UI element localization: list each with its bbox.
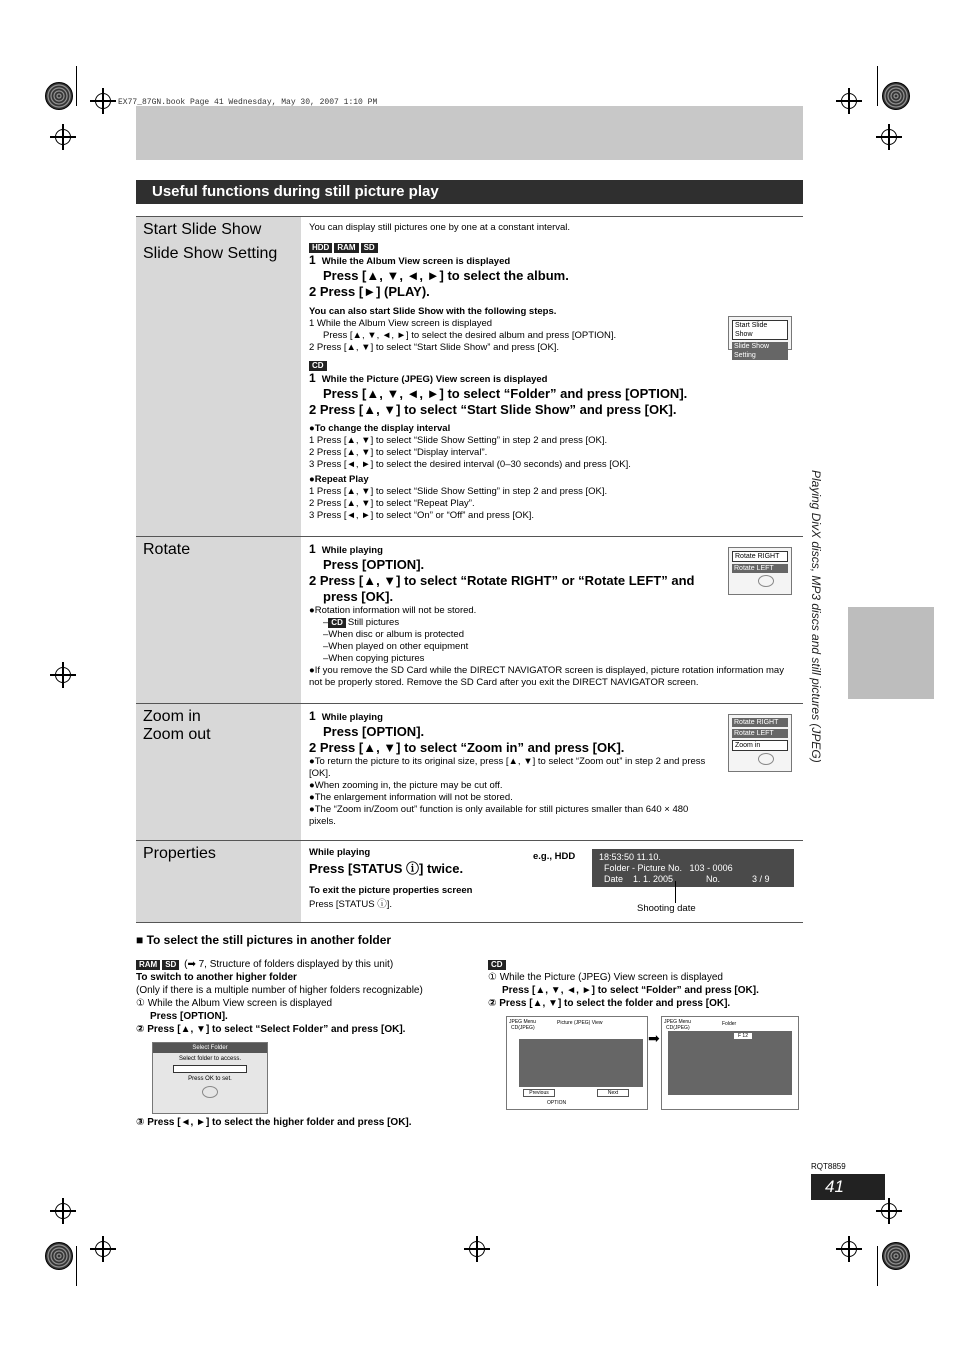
interval-step-1: 1 Press [▲, ▼] to select “Slide Show Setting” in step 2 and press [OK]. — [309, 435, 608, 446]
repeat-step-3: 3 Press [◄, ►] to select “On” or “Off” and press [OK]. — [309, 510, 535, 521]
screen-subtitle: CD(JPEG) — [511, 1025, 535, 1031]
left-step-1b: Press [OPTION]. — [150, 1011, 228, 1022]
label-slide-show-setting: Slide Show Setting — [143, 245, 278, 262]
step-sub: While the Picture (JPEG) View screen is displayed — [321, 374, 548, 385]
remote-dial-icon — [202, 1086, 218, 1098]
screen-no-value: 3 / 9 — [752, 874, 770, 884]
row-properties — [136, 841, 803, 923]
menu-option-start-slide-show[interactable]: Start Slide Show — [732, 320, 788, 340]
crosshair-icon — [50, 1198, 76, 1224]
menu-option-rotate-right[interactable]: Rotate RIGHT — [732, 718, 788, 727]
crosshair-icon — [90, 88, 116, 114]
jpeg-view-screen — [506, 1016, 648, 1110]
side-tab — [848, 607, 934, 699]
menu-option-zoom-in[interactable]: Zoom in — [732, 740, 788, 751]
row-rotate — [136, 537, 803, 704]
crosshair-icon — [876, 124, 902, 150]
step-two-cont: press [OK]. — [323, 589, 394, 604]
rotate-menu — [728, 547, 792, 595]
option-label: OPTION — [547, 1100, 567, 1106]
arrow-right-icon: ➡ — [648, 1030, 660, 1046]
registration-disc-icon — [45, 82, 73, 110]
registration-disc-icon — [45, 1242, 73, 1270]
body-cell — [301, 704, 803, 841]
step-main: Press [OPTION]. — [323, 557, 425, 572]
tag-ram: RAM — [136, 960, 160, 970]
functions-table — [136, 216, 803, 923]
interval-step-2: 2 Press [▲, ▼] to select “Display interval”. — [309, 447, 488, 458]
folders-heading: ■ To select the still pictures in another folder — [136, 933, 392, 947]
label-properties: Properties — [143, 845, 216, 862]
crosshair-icon — [836, 1236, 862, 1262]
body-cell — [301, 841, 803, 923]
step-main: Press [▲, ▼, ◄, ►] to select the album. — [323, 268, 569, 283]
screen-view-label: Picture (JPEG) View — [557, 1020, 603, 1026]
step-main: Press [▲, ▼, ◄, ►] to select “Folder” and press [OPTION]. — [323, 386, 688, 401]
row-zoom — [136, 704, 803, 841]
tag-cd: CD — [328, 618, 346, 628]
menu-option-rotate-left[interactable]: Rotate LEFT — [732, 729, 788, 738]
crosshair-icon — [464, 1236, 490, 1262]
right-step-1b: Press [▲, ▼, ◄, ►] to select “Folder” and press [OK]. — [502, 985, 759, 996]
label-cell — [136, 704, 301, 841]
folders-ref: (➡ 7, Structure of folders displayed by this unit) — [184, 959, 394, 970]
rotate-note-3: –When disc or album is protected — [323, 629, 464, 640]
repeat-heading: ●Repeat Play — [309, 474, 369, 485]
also-heading: You can also start Slide Show with the following steps. — [309, 306, 557, 317]
menu-option-slide-show-setting[interactable]: Slide Show Setting — [732, 342, 788, 360]
tag-sd: SD — [162, 960, 179, 970]
step-sub: While playing — [321, 712, 383, 723]
tag-cd: CD — [309, 361, 327, 371]
zoom-note-3: ●The enlargement information will not be stored. — [309, 792, 513, 803]
switch-note: (Only if there is a multiple number of higher folders recognizable) — [136, 985, 423, 996]
properties-sub: While playing — [309, 847, 371, 858]
screen-folder-label: Folder - Picture No. — [604, 863, 683, 873]
body-cell: 1 While playing Press [OPTION]. 2 Press [▲, ▼] to select “Rotate RIGHT” or “Rotate LEFT” and press [OK]. ●Rotation information will not be stored. – CD Still pictures –When disc or album is protected –When played on other equipment –When copying pictures ●If you remove the SD Card while the DIRECT NAVIGATOR screen is displayed, picture rotation information may not be properly stored. Remove the SD Card after you exit the DIRECT NAVIGATOR screen. Rotate RIGHT Rotate LEFT — [301, 537, 803, 704]
label-zoom-out: Zoom out — [143, 726, 211, 743]
screen-subtitle: CD(JPEG) — [666, 1025, 690, 1031]
rotate-note-4: –When played on other equipment — [323, 641, 469, 652]
page-number: 41 — [811, 1174, 885, 1200]
side-caption: Playing DivX discs, MP3 discs and still pictures (JPEG) — [809, 470, 823, 763]
left-step-1: ① While the Album View screen is displayed — [136, 998, 333, 1009]
crosshair-icon — [836, 88, 862, 114]
folder-list-panel — [668, 1031, 792, 1095]
exit-heading: To exit the picture properties screen — [309, 885, 473, 896]
tag-sd: SD — [361, 243, 378, 253]
tag-hdd: HDD — [309, 243, 332, 253]
screen-date-value: 1. 1. 2005 — [633, 874, 674, 884]
remote-dial-icon — [758, 575, 774, 587]
slideshow-menu — [728, 316, 792, 359]
select-folder-dialog — [152, 1042, 268, 1114]
also-step-1: 1 While the Album View screen is displayed — [309, 318, 493, 329]
step-sub: While the Album View screen is displayed — [321, 256, 511, 267]
menu-option-rotate-left[interactable]: Rotate LEFT — [732, 564, 788, 573]
step-two: 2 Press [►] (PLAY). — [309, 284, 430, 299]
crop-line — [877, 1246, 878, 1286]
label-zoom-in: Zoom in — [143, 708, 201, 725]
folder-field[interactable] — [173, 1065, 247, 1073]
section-title: Useful functions during still picture play — [136, 180, 803, 204]
label-cell — [136, 841, 301, 923]
step-number: 1 — [309, 253, 316, 267]
dialog-title: Select Folder — [153, 1043, 267, 1053]
next-button[interactable]: Next — [597, 1089, 629, 1097]
screen-time: 18:53:50 11.10. — [599, 852, 661, 862]
crosshair-icon — [50, 124, 76, 150]
example-label: e.g., HDD — [533, 851, 576, 862]
screen-date-label: Date — [604, 874, 624, 884]
dialog-press: Press OK to set. — [188, 1076, 232, 1082]
dialog-line: Select folder to access. — [178, 1056, 242, 1062]
interval-step-3: 3 Press [◄, ►] to select the desired interval (0–30 seconds) and press [OK]. — [309, 459, 631, 470]
screen-folder-value: 103 - 0006 — [689, 863, 733, 873]
folders-right — [488, 958, 808, 1010]
zoom-note-2: ●When zooming in, the picture may be cut off. — [309, 780, 503, 791]
switch-heading: To switch to another higher folder — [136, 972, 297, 983]
file-stamp: EX77_87GN.book Page 41 Wednesday, May 30, 2007 1:10 PM — [118, 98, 378, 107]
step-two: 2 Press [▲, ▼] to select “Zoom in” and press [OK]. — [309, 740, 625, 755]
right-step-2: ② Press [▲, ▼] to select the folder and press [OK]. — [488, 998, 731, 1009]
rotate-note-6: ●If you remove the SD Card while the DIRECT NAVIGATOR screen is displayed, picture rotation information may not be properly stored. Remove the SD Card after you exit the DIRECT NAVIGATOR screen. — [309, 665, 784, 688]
folder-label: Folder — [722, 1021, 737, 1027]
crosshair-icon — [90, 1236, 116, 1262]
folders-left — [136, 958, 476, 1036]
remote-dial-icon — [758, 753, 774, 765]
shooting-date-caption: Shooting date — [637, 903, 696, 914]
step-sub: While playing — [321, 545, 383, 556]
crop-line — [76, 1246, 77, 1286]
header-band — [136, 106, 803, 160]
tag-cd: CD — [488, 960, 506, 970]
step-main: Press [OPTION]. — [323, 724, 425, 739]
repeat-step-2: 2 Press [▲, ▼] to select “Repeat Play”. — [309, 498, 475, 509]
previous-button[interactable]: Previous — [523, 1089, 555, 1097]
step-number: 1 — [309, 542, 316, 556]
folder-list-screen — [661, 1016, 799, 1110]
page-code: RQT8859 — [811, 1162, 846, 1171]
also-step-1b: Press [▲, ▼, ◄, ►] to select the desired album and press [OPTION]. — [323, 330, 617, 341]
rotate-note-5: –When copying pictures — [323, 653, 425, 664]
properties-screen — [592, 849, 794, 887]
crop-line — [877, 66, 878, 106]
exit-body: Press [STATUS ⓘ]. — [309, 899, 393, 910]
label-cell — [136, 217, 301, 537]
label-cell — [136, 537, 301, 704]
crop-line — [76, 66, 77, 106]
left-step-3: ③ Press [◄, ►] to select the higher folder and press [OK]. — [136, 1117, 412, 1128]
label-start-slide-show: Start Slide Show — [143, 221, 262, 238]
tag-ram: RAM — [334, 243, 358, 253]
rotate-note-1: ●Rotation information will not be stored. — [309, 605, 477, 616]
crosshair-icon — [876, 1198, 902, 1224]
interval-heading: ●To change the display interval — [309, 423, 451, 434]
screen-title: JPEG Menu — [664, 1019, 691, 1025]
zoom-note-1: ●To return the picture to its original size, press [▲, ▼] to select “Zoom out” in step 2 and press [OK]. — [309, 756, 706, 779]
thumbnail-grid — [519, 1039, 643, 1087]
zoom-menu — [728, 714, 792, 772]
properties-main: Press [STATUS ⓘ] twice. — [309, 861, 464, 876]
step-number: 1 — [309, 371, 316, 385]
row-slideshow — [136, 217, 803, 537]
screen-no-label: No. — [706, 874, 721, 884]
menu-option-rotate-right[interactable]: Rotate RIGHT — [732, 551, 788, 562]
step-two: 2 Press [▲, ▼] to select “Rotate RIGHT” or “Rotate LEFT” and — [309, 573, 695, 588]
zoom-note-4: ●The “Zoom in/Zoom out” function is only available for still pictures smaller than 640 × 480 pixels. — [309, 804, 689, 827]
registration-disc-icon — [882, 1242, 910, 1270]
step-number: 1 — [309, 709, 316, 723]
caption-leader — [675, 881, 676, 903]
tag-row — [309, 242, 795, 254]
right-step-1: ① While the Picture (JPEG) View screen is displayed — [488, 972, 723, 983]
left-step-2: ② Press [▲, ▼] to select “Select Folder” and press [OK]. — [136, 1024, 406, 1035]
repeat-step-1: 1 Press [▲, ▼] to select “Slide Show Setting” in step 2 and press [OK]. — [309, 486, 608, 497]
slideshow-intro: You can display still pictures one by one at a constant interval. — [309, 222, 571, 233]
step-two: 2 Press [▲, ▼] to select “Start Slide Show” and press [OK]. — [309, 402, 677, 417]
body-cell — [301, 217, 803, 537]
rotate-note-2: Still pictures — [347, 617, 400, 628]
folder-box[interactable]: F 12 — [734, 1033, 752, 1039]
crosshair-icon — [50, 662, 76, 688]
also-step-2: 2 Press [▲, ▼] to select “Start Slide Show” and press [OK]. — [309, 342, 560, 353]
screen-title: JPEG Menu — [509, 1019, 536, 1025]
label-rotate: Rotate — [143, 541, 191, 558]
registration-disc-icon — [882, 82, 910, 110]
